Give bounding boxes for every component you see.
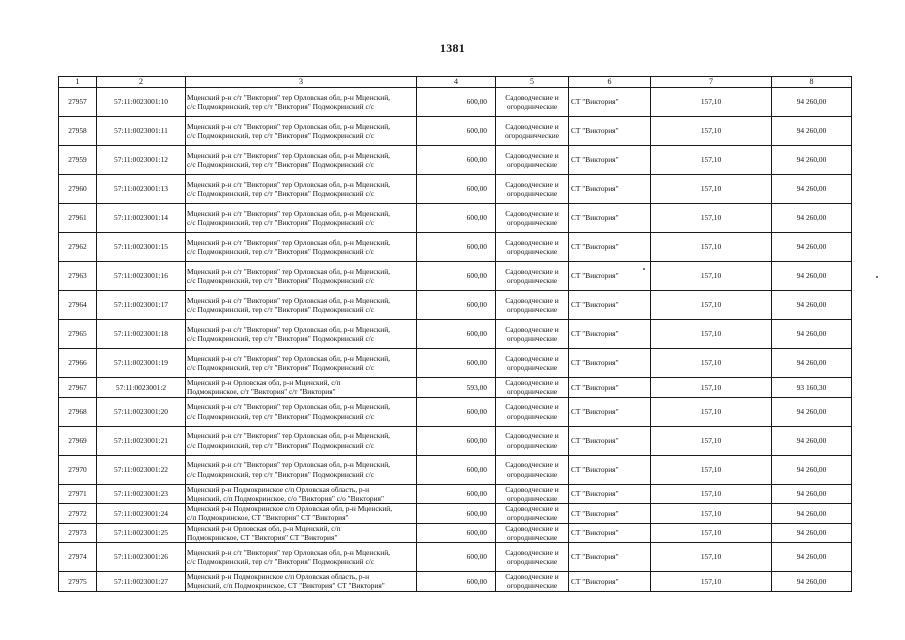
area-value: 600,00 bbox=[417, 146, 496, 175]
area-value: 600,00 bbox=[417, 262, 496, 291]
land-category-line: Садоводческие и bbox=[505, 504, 559, 513]
row-number: 27963 bbox=[59, 262, 97, 291]
address-cell bbox=[186, 204, 417, 233]
land-category-line: Садоводческие и bbox=[505, 402, 559, 412]
table-row bbox=[59, 504, 852, 524]
address-line: Мценский р-н с/т "Виктория" тер Орловская обл, р-н Мценский, bbox=[187, 295, 391, 305]
organization-name: СТ "Виктория" bbox=[569, 378, 651, 398]
table-row bbox=[59, 233, 852, 262]
land-category-line: Садоводческие и bbox=[505, 179, 559, 189]
cadastral-number: 57:11:0023001:10 bbox=[97, 88, 186, 117]
organization-name: СТ "Виктория" bbox=[569, 349, 651, 378]
rate-value: 157,10 bbox=[651, 233, 772, 262]
scan-speck bbox=[643, 268, 645, 270]
row-number: 27970 bbox=[59, 455, 97, 484]
address-line: Мценский, с/п Подмокринское, СТ "Виктория" СТ "Виктория" bbox=[187, 581, 385, 591]
cadastral-value: 94 260,00 bbox=[772, 262, 852, 291]
cadastral-value: 94 260,00 bbox=[772, 572, 852, 592]
cadastral-number: 57:11:0023001:24 bbox=[97, 504, 186, 524]
area-value: 600,00 bbox=[417, 320, 496, 349]
address-line: Мценский р-н с/т "Виктория" тер Орловская обл, р-н Мценский, bbox=[187, 353, 391, 363]
address-line: с/с Подмокринский, тер с/т "Виктория" Подмокринский с/с bbox=[187, 411, 375, 421]
land-category-line: Садоводческие и bbox=[505, 431, 559, 441]
land-category-cell bbox=[496, 397, 569, 426]
address-line: с/с Подмокринский, тер с/т "Виктория" Подмокринский с/с bbox=[187, 440, 375, 450]
organization-name: СТ "Виктория" bbox=[569, 426, 651, 455]
land-category-cell bbox=[496, 455, 569, 484]
address-line: Мценский р-н с/т "Виктория" тер Орловская обл, р-н Мценский, bbox=[187, 208, 391, 218]
cadastral-value: 94 260,00 bbox=[772, 291, 852, 320]
table-row bbox=[59, 378, 852, 398]
cadastral-number: 57:11:0023001:15 bbox=[97, 233, 186, 262]
row-number: 27958 bbox=[59, 117, 97, 146]
area-value: 600,00 bbox=[417, 175, 496, 204]
land-category-line: Садоводческие и bbox=[505, 295, 559, 305]
column-header: 6 bbox=[569, 77, 651, 88]
organization-name: СТ "Виктория" bbox=[569, 455, 651, 484]
organization-name: СТ "Виктория" bbox=[569, 233, 651, 262]
land-category-line: Садоводческие и bbox=[505, 523, 559, 533]
rate-value: 157,10 bbox=[651, 349, 772, 378]
cadastral-value: 94 260,00 bbox=[772, 455, 852, 484]
land-category-line: огороднические bbox=[506, 276, 558, 285]
address-cell bbox=[186, 504, 417, 524]
table-row bbox=[59, 572, 852, 592]
cadastral-value: 94 260,00 bbox=[772, 349, 852, 378]
row-number: 27975 bbox=[59, 572, 97, 592]
area-value: 600,00 bbox=[417, 233, 496, 262]
cadastral-number: 57:11:0023001:21 bbox=[97, 426, 186, 455]
land-category-cell bbox=[496, 378, 569, 398]
cadastral-value: 94 260,00 bbox=[772, 484, 852, 504]
organization-name: СТ "Виктория" bbox=[569, 175, 651, 204]
land-category-line: огородничческие bbox=[504, 131, 560, 140]
row-number: 27967 bbox=[59, 378, 97, 398]
row-number: 27974 bbox=[59, 543, 97, 572]
land-category-line: огороднические bbox=[506, 513, 558, 523]
land-category-cell bbox=[496, 349, 569, 378]
cadastral-number: 57:11:0023001:2 bbox=[97, 378, 186, 398]
land-category-cell bbox=[496, 484, 569, 504]
land-category-cell bbox=[496, 88, 569, 117]
land-category-line: Садоводческие и bbox=[505, 150, 559, 160]
organization-name: СТ "Виктория" bbox=[569, 291, 651, 320]
land-category-line: Садоводческие и bbox=[505, 324, 559, 334]
address-cell bbox=[186, 397, 417, 426]
land-category-line: Садоводческие и bbox=[505, 266, 559, 276]
address-cell bbox=[186, 378, 417, 398]
area-value: 600,00 bbox=[417, 88, 496, 117]
area-value: 600,00 bbox=[417, 117, 496, 146]
rate-value: 157,10 bbox=[651, 320, 772, 349]
organization-name: СТ "Виктория" bbox=[569, 504, 651, 524]
cadastral-value: 94 260,00 bbox=[772, 543, 852, 572]
rate-value: 157,10 bbox=[651, 175, 772, 204]
cadastral-number: 57:11:0023001:18 bbox=[97, 320, 186, 349]
cadastral-number: 57:11:0023001:14 bbox=[97, 204, 186, 233]
address-cell bbox=[186, 349, 417, 378]
table-row bbox=[59, 543, 852, 572]
land-category-line: огороднические bbox=[506, 102, 558, 111]
land-category-line: Садоводческие и bbox=[505, 208, 559, 218]
land-category-cell bbox=[496, 262, 569, 291]
cadastral-value: 94 260,00 bbox=[772, 88, 852, 117]
cadastral-number: 57:11:0023001:17 bbox=[97, 291, 186, 320]
rate-value: 157,10 bbox=[651, 146, 772, 175]
land-category-line: огороднические bbox=[506, 334, 558, 343]
table-row bbox=[59, 262, 852, 291]
address-line: Мценский р-н с/т "Виктория" тер Орловская обл, р-н Мценский, bbox=[187, 460, 391, 470]
address-cell bbox=[186, 572, 417, 592]
table-row bbox=[59, 320, 852, 349]
cadastral-value: 94 260,00 bbox=[772, 523, 852, 543]
address-line: Мценский р-н с/т "Виктория" тер Орловская обл, р-н Мценский, bbox=[187, 402, 391, 412]
land-category-cell bbox=[496, 543, 569, 572]
address-cell bbox=[186, 146, 417, 175]
address-line: с/с Подмокринский, тер с/т "Виктория" Подмокринский с/с bbox=[187, 131, 375, 140]
cadastral-value: 94 260,00 bbox=[772, 320, 852, 349]
table-row bbox=[59, 204, 852, 233]
table-row bbox=[59, 349, 852, 378]
address-line: Мценский р-н с/т "Виктория" тер Орловская обл, р-н Мценский, bbox=[187, 547, 391, 557]
row-number: 27973 bbox=[59, 523, 97, 543]
rate-value: 157,10 bbox=[651, 291, 772, 320]
area-value: 600,00 bbox=[417, 291, 496, 320]
rate-value: 157,10 bbox=[651, 262, 772, 291]
area-value: 593,00 bbox=[417, 378, 496, 398]
land-category-line: огороднические bbox=[506, 247, 558, 256]
table-row bbox=[59, 175, 852, 204]
address-line: с/с Подмокринский, тер с/т "Виктория" Подмокринский с/с bbox=[187, 276, 375, 285]
address-line: Мценский р-н с/т "Виктория" тер Орловская обл, р-н Мценский, bbox=[187, 266, 391, 276]
address-cell bbox=[186, 426, 417, 455]
row-number: 27972 bbox=[59, 504, 97, 524]
area-value: 600,00 bbox=[417, 455, 496, 484]
table-row bbox=[59, 484, 852, 504]
address-cell bbox=[186, 233, 417, 262]
organization-name: СТ "Виктория" bbox=[569, 543, 651, 572]
address-cell bbox=[186, 117, 417, 146]
cadastral-number: 57:11:0023001:23 bbox=[97, 484, 186, 504]
table-row bbox=[59, 291, 852, 320]
column-header: 8 bbox=[772, 77, 852, 88]
cadastral-value: 94 260,00 bbox=[772, 397, 852, 426]
row-number: 27965 bbox=[59, 320, 97, 349]
address-line: с/с Подмокринский, тер с/т "Виктория" Подмокринский с/с bbox=[187, 469, 375, 479]
address-line: Мценский р-н с/т "Виктория" тер Орловская обл, р-н Мценский, bbox=[187, 179, 391, 189]
address-line: Мценский р-н Орловская обл, р-н Мценский, с/п bbox=[187, 378, 341, 387]
cadastral-value: 94 260,00 bbox=[772, 233, 852, 262]
land-category-line: огороднические bbox=[506, 305, 558, 314]
address-line: Мценский р-н с/т "Виктория" тер Орловская обл, р-н Мценский, bbox=[187, 237, 391, 247]
organization-name: СТ "Виктория" bbox=[569, 262, 651, 291]
organization-name: СТ "Виктория" bbox=[569, 146, 651, 175]
row-number: 27968 bbox=[59, 397, 97, 426]
column-header: 2 bbox=[97, 77, 186, 88]
cadastral-value: 93 160,30 bbox=[772, 378, 852, 398]
address-cell bbox=[186, 291, 417, 320]
land-category-cell bbox=[496, 291, 569, 320]
land-category-line: Садоводческие и bbox=[505, 572, 559, 581]
address-cell bbox=[186, 543, 417, 572]
cadastral-number: 57:11:0023001:22 bbox=[97, 455, 186, 484]
area-value: 600,00 bbox=[417, 543, 496, 572]
rate-value: 157,10 bbox=[651, 572, 772, 592]
rate-value: 157,10 bbox=[651, 484, 772, 504]
organization-name: СТ "Виктория" bbox=[569, 397, 651, 426]
land-category-line: Садоводческие и bbox=[505, 353, 559, 363]
area-value: 600,00 bbox=[417, 349, 496, 378]
address-line: с/с Подмокринский, тер с/т "Виктория" Подмокринский с/с bbox=[187, 218, 375, 227]
address-line: Мценский р-н с/т "Виктория" тер Орловская обл, р-н Мценский, bbox=[187, 150, 391, 160]
land-category-line: огороднические bbox=[506, 218, 558, 227]
row-number: 27966 bbox=[59, 349, 97, 378]
cadastral-number: 57:11:0023001:20 bbox=[97, 397, 186, 426]
address-cell bbox=[186, 523, 417, 543]
land-category-line: огороднические bbox=[506, 363, 558, 372]
area-value: 600,00 bbox=[417, 523, 496, 543]
land-category-line: Садоводческие и bbox=[505, 378, 559, 387]
land-category-cell bbox=[496, 572, 569, 592]
address-line: Мценский р-н Подмокринское с/п Орловская область, р-н bbox=[187, 484, 370, 494]
cadastral-number: 57:11:0023001:19 bbox=[97, 349, 186, 378]
address-line: Мценский р-н Подмокринское с/п Орловская область, р-н bbox=[187, 572, 370, 581]
column-header: 4 bbox=[417, 77, 496, 88]
column-header: 7 bbox=[651, 77, 772, 88]
land-category-line: Садоводческие и bbox=[505, 237, 559, 247]
organization-name: СТ "Виктория" bbox=[569, 117, 651, 146]
land-category-line: огороднические bbox=[506, 411, 558, 421]
row-number: 27959 bbox=[59, 146, 97, 175]
address-line: с/с Подмокринский, тер с/т "Виктория" Подмокринский с/с bbox=[187, 160, 375, 169]
land-category-line: Садоводческие и bbox=[505, 92, 559, 102]
cadastral-value: 94 260,00 bbox=[772, 117, 852, 146]
organization-name: СТ "Виктория" bbox=[569, 523, 651, 543]
address-cell bbox=[186, 455, 417, 484]
area-value: 600,00 bbox=[417, 397, 496, 426]
cadastral-number: 57:11:0023001:13 bbox=[97, 175, 186, 204]
address-line: Подмокринское, с/т "Виктория" с/т "Виктория" bbox=[187, 387, 336, 397]
land-category-cell bbox=[496, 233, 569, 262]
address-cell bbox=[186, 320, 417, 349]
organization-name: СТ "Виктория" bbox=[569, 320, 651, 349]
land-plot-register-table bbox=[58, 76, 852, 592]
address-line: с/с Подмокринский, тер с/т "Виктория" Подмокринский с/с bbox=[187, 557, 375, 566]
address-line: Мценский р-н Орловская обл, р-н Мценский, с/п bbox=[187, 523, 341, 533]
row-number: 27969 bbox=[59, 426, 97, 455]
land-category-line: огороднические bbox=[506, 160, 558, 169]
organization-name: СТ "Виктория" bbox=[569, 204, 651, 233]
rate-value: 157,10 bbox=[651, 426, 772, 455]
column-header: 3 bbox=[186, 77, 417, 88]
row-number: 27957 bbox=[59, 88, 97, 117]
table-row bbox=[59, 397, 852, 426]
cadastral-number: 57:11:0023001:11 bbox=[97, 117, 186, 146]
land-category-line: Садоводческие и bbox=[505, 547, 559, 557]
address-cell bbox=[186, 484, 417, 504]
land-category-line: огороднические bbox=[506, 387, 558, 397]
page-number: 1381 bbox=[439, 41, 466, 55]
column-number-row bbox=[59, 77, 852, 88]
column-header: 1 bbox=[59, 77, 97, 88]
address-line: Мценский, с/п Подмокринское, с/о "Виктория" с/о "Виктория" bbox=[187, 493, 384, 503]
cadastral-value: 94 260,00 bbox=[772, 204, 852, 233]
row-number: 27960 bbox=[59, 175, 97, 204]
area-value: 600,00 bbox=[417, 484, 496, 504]
rate-value: 157,10 bbox=[651, 378, 772, 398]
address-line: с/с Подмокринский, тер с/т "Виктория" Подмокринский с/с bbox=[187, 189, 375, 198]
land-category-line: Садоводческие и bbox=[505, 121, 559, 131]
land-category-line: огороднические bbox=[506, 557, 558, 566]
address-line: с/с Подмокринский, тер с/т "Виктория" Подмокринский с/с bbox=[187, 247, 375, 256]
land-category-cell bbox=[496, 117, 569, 146]
area-value: 600,00 bbox=[417, 504, 496, 524]
address-cell bbox=[186, 175, 417, 204]
address-line: Мценский р-н Подмокринское с/п Орловская обл, р-н Мценский, bbox=[187, 504, 393, 513]
address-line: с/с Подмокринский, тер с/т "Виктория" Подмокринский с/с bbox=[187, 102, 375, 111]
rate-value: 157,10 bbox=[651, 88, 772, 117]
rate-value: 157,10 bbox=[651, 204, 772, 233]
land-category-line: огороднические bbox=[506, 189, 558, 198]
cadastral-number: 57:11:0023001:26 bbox=[97, 543, 186, 572]
row-number: 27962 bbox=[59, 233, 97, 262]
organization-name: СТ "Виктория" bbox=[569, 484, 651, 504]
rate-value: 157,10 bbox=[651, 455, 772, 484]
address-line: Мценский р-н с/т "Виктория" тер Орловская обл, р-н Мценский, bbox=[187, 92, 391, 102]
address-line: с/с Подмокринский, тер с/т "Виктория" Подмокринский с/с bbox=[187, 363, 375, 372]
column-header: 5 bbox=[496, 77, 569, 88]
cadastral-number: 57:11:0023001:16 bbox=[97, 262, 186, 291]
address-line: Подмокринское, СТ "Виктория" СТ "Виктория" bbox=[187, 532, 338, 542]
land-category-cell bbox=[496, 523, 569, 543]
area-value: 600,00 bbox=[417, 572, 496, 592]
land-category-cell bbox=[496, 204, 569, 233]
address-line: Мценский р-н с/т "Виктория" тер Орловская обл, р-н Мценский, bbox=[187, 324, 391, 334]
land-category-line: огороднические bbox=[506, 493, 558, 503]
area-value: 600,00 bbox=[417, 426, 496, 455]
table-row bbox=[59, 455, 852, 484]
address-line: с/с Подмокринский, тер с/т "Виктория" Подмокринский с/с bbox=[187, 334, 375, 343]
land-category-cell bbox=[496, 426, 569, 455]
address-line: с/с Подмокринский, тер с/т "Виктория" Подмокринский с/с bbox=[187, 305, 375, 314]
address-cell bbox=[186, 88, 417, 117]
cadastral-number: 57:11:0023001:25 bbox=[97, 523, 186, 543]
rate-value: 157,10 bbox=[651, 397, 772, 426]
address-line: Мценский р-н с/т "Виктория" тер Орловская обл, р-н Мценский, bbox=[187, 431, 391, 441]
area-value: 600,00 bbox=[417, 204, 496, 233]
organization-name: СТ "Виктория" bbox=[569, 572, 651, 592]
cadastral-value: 94 260,00 bbox=[772, 426, 852, 455]
table-row bbox=[59, 426, 852, 455]
land-category-cell bbox=[496, 146, 569, 175]
table-row bbox=[59, 523, 852, 543]
land-category-line: огороднические bbox=[506, 469, 558, 479]
land-category-line: Садоводческие и bbox=[505, 484, 559, 494]
cadastral-value: 94 260,00 bbox=[772, 146, 852, 175]
table-row bbox=[59, 146, 852, 175]
rate-value: 157,10 bbox=[651, 543, 772, 572]
cadastral-value: 94 260,00 bbox=[772, 504, 852, 524]
scan-speck bbox=[876, 276, 878, 278]
address-line: с/п Подмокринское, СТ "Виктория" СТ "Виктория" bbox=[187, 513, 349, 523]
rate-value: 157,10 bbox=[651, 504, 772, 524]
land-category-line: огороднические bbox=[506, 440, 558, 450]
land-category-cell bbox=[496, 504, 569, 524]
rate-value: 157,10 bbox=[651, 523, 772, 543]
organization-name: СТ "Виктория" bbox=[569, 88, 651, 117]
address-line: Мценский р-н с/т "Виктория" тер Орловская обл, р-н Мценский, bbox=[187, 121, 391, 131]
row-number: 27971 bbox=[59, 484, 97, 504]
land-category-cell bbox=[496, 175, 569, 204]
land-category-line: огороднические bbox=[506, 581, 558, 591]
row-number: 27961 bbox=[59, 204, 97, 233]
rate-value: 157,10 bbox=[651, 117, 772, 146]
land-category-cell bbox=[496, 320, 569, 349]
table-row bbox=[59, 117, 852, 146]
table-row bbox=[59, 88, 852, 117]
cadastral-value: 94 260,00 bbox=[772, 175, 852, 204]
land-category-line: Садоводческие и bbox=[505, 460, 559, 470]
row-number: 27964 bbox=[59, 291, 97, 320]
cadastral-number: 57:11:0023001:27 bbox=[97, 572, 186, 592]
land-category-line: огороднические bbox=[506, 532, 558, 542]
cadastral-number: 57:11:0023001:12 bbox=[97, 146, 186, 175]
address-cell bbox=[186, 262, 417, 291]
